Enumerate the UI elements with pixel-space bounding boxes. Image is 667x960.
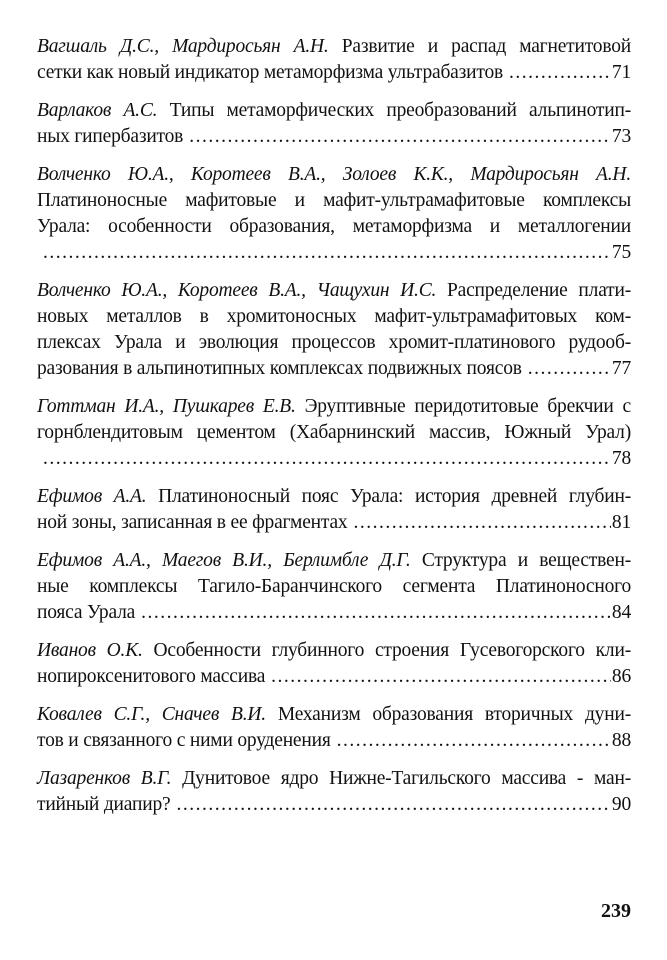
entry-title-line: Платиноносные мафитовые и мафит-ультрамафитовые комплексы [37,190,631,211]
toc-line [37,510,631,536]
table-of-contents [37,34,631,830]
dot-leader [271,664,611,690]
entry-authors: Иванов О.К. [37,640,143,661]
toc-line [37,484,631,510]
entry-page[interactable]: 81 [611,512,631,533]
entry-title-line: ных гипербазитов [37,126,184,147]
dot-leader [141,600,611,626]
entry-title-line: тийный диапир? [37,794,171,815]
entry-authors: Ковалев С.Г., Сначев В.И. [37,704,266,725]
page-number: 239 [601,900,631,922]
toc-line [37,600,631,626]
toc-line [37,330,631,356]
toc-line [37,446,631,472]
dot-leader [353,510,610,536]
entry-title-line: Особенности глубинного строения Гусевогорского кли- [153,640,631,661]
entry-title-line: тов и связанного с ними оруденения [37,730,331,751]
entry-title-line: Распределение плати- [447,280,631,301]
entry-title-line: Платиноносный пояс Урала: история древней глубин- [158,486,631,507]
toc-line [37,188,631,214]
dot-leader [43,446,611,472]
entry-page[interactable]: 75 [611,242,631,263]
dot-leader [43,240,611,266]
dot-leader [528,356,611,382]
entry-title-line: Урала: особенности образования, метаморфизма и металлогении [37,216,631,237]
toc-line [37,548,631,574]
toc-entry [37,548,631,626]
dot-leader [176,792,610,818]
toc-line [37,728,631,754]
toc-entry [37,394,631,472]
entry-title-line: пояса Урала [37,602,136,623]
toc-line [37,304,631,330]
entry-page[interactable]: 71 [611,62,631,83]
toc-entry [37,34,631,86]
entry-authors: Варлаков А.С. [37,100,158,121]
entry-title-line: ные комплексы Тагило-Баранчинского сегмента Платиноносного [37,576,631,597]
entry-title-line: сетки как новый индикатор метаморфизма ультрабазитов [37,62,503,83]
toc-entry [37,766,631,818]
toc-line [37,420,631,446]
entry-title-line: ной зоны, записанная в ее фрагментах [37,512,348,533]
entry-page[interactable]: 88 [611,730,631,751]
entry-authors: Готтман И.А., Пушкарев Е.В. [37,396,296,417]
entry-authors: Ефимов А.А. [37,486,147,507]
toc-line [37,278,631,304]
toc-line [37,34,631,60]
entry-authors: Вагшаль Д.С., Мардиросьян А.Н. [37,36,329,57]
toc-line [37,574,631,600]
entry-authors: Волченко Ю.А., Коротеев В.А., Чащухин И.С. [37,280,437,301]
toc-entry [37,702,631,754]
entry-title-line: Механизм образования вторичных дуни- [277,704,631,725]
toc-line [37,792,631,818]
toc-line [37,664,631,690]
toc-entry [37,98,631,150]
entry-authors: Лазаренков В.Г. [37,768,172,789]
toc-line [37,356,631,382]
entry-page[interactable]: 86 [611,666,631,687]
toc-line [37,240,631,266]
dot-leader [337,728,611,754]
toc-line [37,766,631,792]
toc-line [37,702,631,728]
entry-authors: Ефимов А.А., Маегов В.И., Берлимбле Д.Г. [37,550,411,571]
entry-title-line: Эруптивные перидотитовые брекчии с [304,396,632,417]
entry-title-line: Структура и веществен- [421,550,631,571]
entry-title-line: Развитие и распад магнетитовой [341,36,631,57]
entry-authors: Волченко Ю.А., Коротеев В.А., Золоев К.К., Мардиросьян А.Н. [37,164,631,185]
toc-line [37,394,631,420]
toc-line [37,214,631,240]
toc-line [37,638,631,664]
entry-title-line: плексах Урала и эволюция процессов хромит-платинового рудооб- [37,332,631,353]
entry-page[interactable]: 78 [611,448,631,469]
entry-title-line: нопироксенитового массива [37,666,266,687]
toc-entry [37,484,631,536]
toc-entry [37,638,631,690]
toc-entry [37,278,631,382]
entry-title-line: горнблендитовым цементом (Хабарнинский массив, Южный Урал) [37,422,631,443]
entry-title-line: Дунитовое ядро Нижне-Тагильского массива - ман- [182,768,631,789]
entry-title-line: новых металлов в хромитоносных мафит-ультрамафитовых ком- [37,306,631,327]
toc-line [37,98,631,124]
dot-leader [189,124,611,150]
entry-page[interactable]: 77 [611,358,631,379]
toc-line [37,60,631,86]
entry-page[interactable]: 84 [611,602,631,623]
toc-line [37,162,631,188]
entry-title-line: разования в альпинотипных комплексах подвижных поясов [37,358,522,379]
toc-entry [37,162,631,266]
toc-line [37,124,631,150]
entry-page[interactable]: 90 [611,794,631,815]
entry-page[interactable]: 73 [611,126,631,147]
dot-leader [509,60,611,86]
entry-title-line: Типы метаморфических преобразований альпинотип- [169,100,631,121]
